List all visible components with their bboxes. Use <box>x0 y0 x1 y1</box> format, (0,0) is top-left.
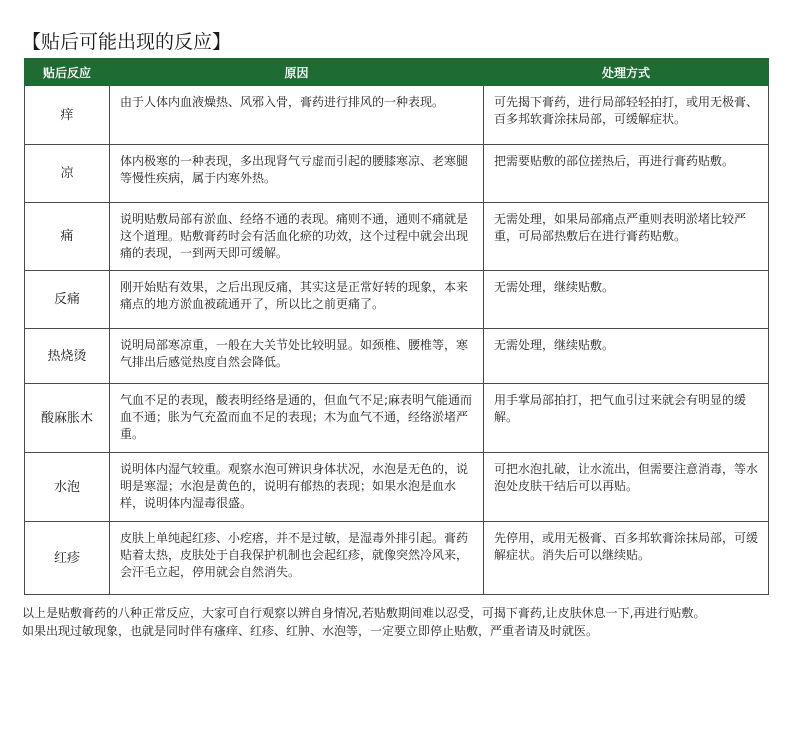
treatment-cell: 可把水泡扎破，让水流出，但需要注意消毒，等水泡处皮肤干结后可以再贴。 <box>484 453 769 522</box>
header-treatment: 处理方式 <box>484 59 769 86</box>
footer-note <box>22 604 774 640</box>
table-row <box>25 145 769 203</box>
table-row <box>25 453 769 522</box>
page-title: 【贴后可能出现的反应】 <box>22 31 232 53</box>
table-row <box>25 522 769 595</box>
reaction-cell: 热烧烫 <box>25 329 110 384</box>
header-cause: 原因 <box>110 59 484 86</box>
table-row <box>25 329 769 384</box>
header-reaction: 贴后反应 <box>25 59 110 86</box>
footer-line-2: 如果出现过敏现象，也就是同时伴有瘙痒、红疹、红肿、水泡等，一定要立即停止贴敷，严重者请及时就医。 <box>22 624 599 638</box>
reaction-cell: 酸麻胀木 <box>25 384 110 453</box>
cause-cell: 说明局部寒凉重，一般在大关节处比较明显。如颈椎、腰椎等，寒气排出后感觉热度自然会降低。 <box>110 329 484 384</box>
table-row <box>25 86 769 145</box>
footer-line-1: 以上是贴敷膏药的八种正常反应，大家可自行观察以辨自身情况,若贴敷期间难以忍受，可揭下膏药,让皮肤休息一下,再进行贴敷。 <box>22 606 706 620</box>
treatment-cell: 无需处理，继续贴敷。 <box>484 271 769 329</box>
cause-cell: 气血不足的表现，酸表明经络是通的，但血气不足;麻表明气能通而血不通；胀为气充盈而血不足的表现；木为血气不通，经络淤堵严重。 <box>110 384 484 453</box>
reaction-table <box>24 58 769 595</box>
cause-cell: 皮肤上单纯起红疹、小疙瘩，并不是过敏，是湿毒外排引起。膏药贴着太热，皮肤处于自我保护机制也会起红疹，就像突然冷风来，会汗毛立起，停用就会自然消失。 <box>110 522 484 595</box>
treatment-cell: 可先揭下膏药，进行局部轻轻拍打，或用无极膏、百多邦软膏涂抹局部，可缓解症状。 <box>484 86 769 145</box>
cause-cell: 说明贴敷局部有淤血、经络不通的表现。痛则不通，通则不痛就是这个道理。贴敷膏药时会有活血化瘀的功效，这个过程中就会出现痛的表现，一到两天即可缓解。 <box>110 203 484 271</box>
treatment-cell: 无需处理，如果局部痛点严重则表明淤堵比较严重，可局部热敷后在进行膏药贴敷。 <box>484 203 769 271</box>
reaction-cell: 水泡 <box>25 453 110 522</box>
reaction-cell: 红疹 <box>25 522 110 595</box>
treatment-cell: 用手掌局部拍打，把气血引过来就会有明显的缓解。 <box>484 384 769 453</box>
treatment-cell: 无需处理，继续贴敷。 <box>484 329 769 384</box>
table-header-row <box>25 59 769 86</box>
reaction-cell: 凉 <box>25 145 110 203</box>
treatment-cell: 先停用，或用无极膏、百多邦软膏涂抹局部，可缓解症状。消失后可以继续贴。 <box>484 522 769 595</box>
treatment-cell: 把需要贴敷的部位搓热后，再进行膏药贴敷。 <box>484 145 769 203</box>
cause-cell: 体内极寒的一种表现，多出现肾气亏虚而引起的腰膝寒凉、老寒腿等慢性疾病，属于内寒外热。 <box>110 145 484 203</box>
cause-cell: 由于人体内血液燥热、风邪入骨，膏药进行排风的一种表现。 <box>110 86 484 145</box>
table-row <box>25 271 769 329</box>
reaction-cell: 痒 <box>25 86 110 145</box>
reaction-cell: 反痛 <box>25 271 110 329</box>
cause-cell: 刚开始贴有效果，之后出现反痛，其实这是正常好转的现象，本来痛点的地方淤血被疏通开了，所以比之前更痛了。 <box>110 271 484 329</box>
table-row <box>25 384 769 453</box>
cause-cell: 说明体内湿气较重。观察水泡可辨识身体状况，水泡是无色的，说明是寒湿；水泡是黄色的，说明有郁热的表现；如果水泡是血水样，说明体内湿毒很盛。 <box>110 453 484 522</box>
table-row <box>25 203 769 271</box>
reaction-cell: 痛 <box>25 203 110 271</box>
